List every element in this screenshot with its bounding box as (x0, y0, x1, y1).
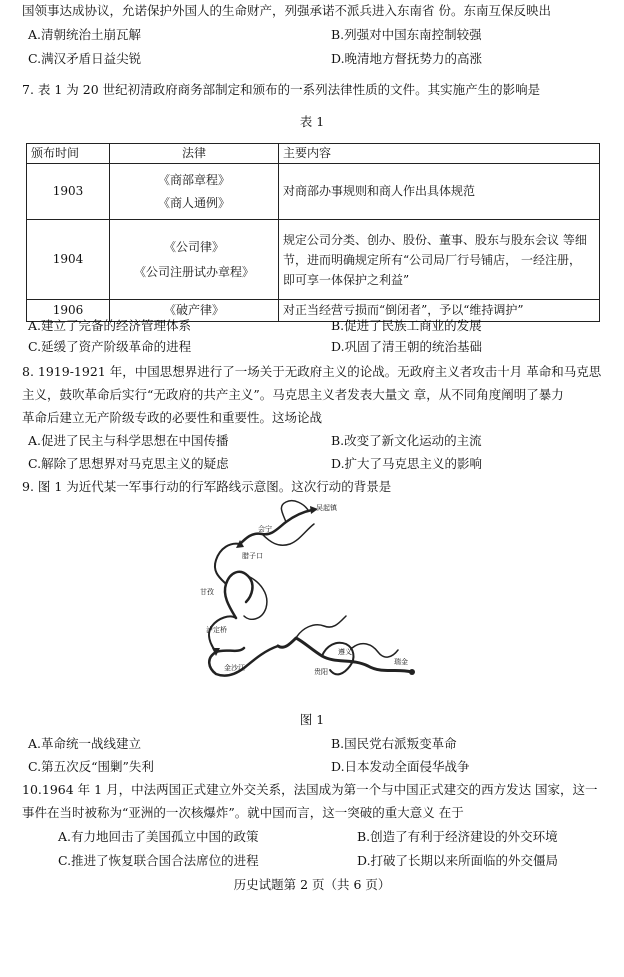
table-header-row (27, 144, 600, 164)
law-name: 《公司注册试办章程》 (133, 264, 254, 279)
header-year: 颁布时间 (27, 144, 110, 164)
q8-option-a[interactable]: A.促进了民主与科学思想在中国传播 (28, 433, 229, 448)
table-row (27, 164, 600, 220)
q10-stem-line-1: 10.1964 年 1 月，中法两国正式建立外交关系，法国成为第一个与中国正式建交的西方发达 国家，这一 (22, 782, 598, 797)
q7-option-d[interactable]: D.巩固了清王朝的统治基础 (331, 339, 483, 354)
q9-option-d[interactable]: D.日本发动全面侵华战争 (331, 759, 470, 774)
map-label-ruijin: 瑞金 (394, 658, 408, 666)
content-line: 对正当经营亏损而“倒闭者”，予以“维持调护” (283, 303, 524, 317)
q8-option-d[interactable]: D.扩大了马克思主义的影响 (331, 456, 483, 471)
q9-option-b[interactable]: B.国民党右派叛变革命 (331, 736, 457, 751)
q8-option-c[interactable]: C.解除了思想界对马克思主义的疑虑 (28, 456, 229, 471)
q10-option-b[interactable]: B.创造了有利于经济建设的外交环境 (357, 829, 558, 844)
header-law: 法律 (110, 144, 279, 164)
row-year: 1906 (27, 300, 110, 322)
route-line (225, 572, 253, 618)
content-line: 即可享一体保护之利益” (283, 272, 410, 287)
map-label-zunyi: 遵义 (338, 648, 352, 656)
q8-option-b[interactable]: B.改变了新文化运动的主流 (331, 433, 482, 448)
q7-option-a[interactable]: A.建立了完备的经济管理体系 (28, 318, 192, 333)
q6-stem-tail: 国领事达成协议，允诺保护外国人的生命财产，列强承诺不派兵进入东南省 份。东南互保反映出 (22, 3, 551, 18)
law-name: 《破产律》 (163, 303, 224, 317)
route-line (209, 616, 236, 652)
q8-stem-line-3: 革命后建立无产阶级专政的必要性和重要性。这场论战 (22, 410, 323, 425)
route-line (352, 644, 398, 657)
law-name: 《商部章程》 (157, 172, 230, 187)
row-year: 1903 (27, 164, 110, 220)
q9-option-c[interactable]: C.第五次反“围剿”失利 (28, 759, 154, 774)
q6-option-d[interactable]: D.晚清地方督抚势力的高涨 (331, 51, 483, 66)
q8-stem-line-2: 主义，鼓吹革命后实行“无政府的共产主义”。马克思主义者发表大量文 章，从不同角度阐明了暴力 (22, 387, 564, 402)
map-label-guiyang: 贵阳 (314, 668, 328, 676)
map-label-huining: 会宁 (258, 525, 272, 533)
q10-stem-line-2: 事件在当时被称为“亚洲的一次核爆炸”。就中国而言，这一突破的重大意义 在于 (22, 805, 464, 820)
q7-table-caption: 表 1 (299, 114, 325, 129)
content-line: 节，进而明确规定所有“公司局厂行号铺店， 一经注册， (283, 252, 581, 267)
map-label-ludingqiao: 泸定桥 (206, 626, 227, 634)
row-year: 1904 (27, 220, 110, 300)
q6-option-a[interactable]: A.清朝统治土崩瓦解 (28, 27, 142, 42)
q7-stem: 7. 表 1 为 20 世纪初清政府商务部制定和颁布的一系列法律性质的文件。其实施产生的影响是 (22, 82, 541, 97)
header-content: 主要内容 (279, 144, 600, 164)
row-content (279, 220, 600, 300)
q9-option-a[interactable]: A.革命统一战线建立 (28, 736, 142, 751)
q7-option-b[interactable]: B.促进了民族工商业的发展 (331, 318, 482, 333)
map-label-jinshajiang: 金沙江 (224, 664, 245, 672)
law-table (26, 143, 600, 322)
q6-option-b[interactable]: B.列强对中国东南控制较强 (331, 27, 482, 42)
map-label-wuqi: 吴起镇 (316, 504, 337, 512)
q10-option-d[interactable]: D.打破了长期以来所面临的外交僵局 (357, 853, 559, 868)
law-name: 《公司律》 (163, 239, 224, 254)
ruijin-marker (409, 669, 415, 675)
law-name: 《商人通例》 (157, 195, 230, 210)
q9-figure-caption: 图 1 (299, 712, 325, 727)
row-content (279, 164, 600, 220)
route-line (244, 576, 267, 619)
row-laws (110, 164, 279, 220)
content-line: 规定公司分类、创办、股份、董事、股东与股东会议 等细 (283, 232, 587, 247)
q10-option-a[interactable]: A.有力地回击了美国孤立中国的政策 (58, 829, 259, 844)
content-line: 对商部办事规则和商人作出具体规范 (283, 184, 476, 198)
page-footer: 历史试题第 2 页（共 6 页） (233, 877, 391, 892)
route-line (240, 510, 312, 544)
map-label-lazikou: 腊子口 (242, 552, 263, 560)
route-line (296, 616, 346, 638)
map-label-ganzi: 甘孜 (200, 588, 214, 596)
row-laws (110, 220, 279, 300)
q6-option-c[interactable]: C.满汉矛盾日益尖锐 (28, 51, 142, 66)
q10-option-c[interactable]: C.推进了恢复联合国合法席位的进程 (58, 853, 259, 868)
q8-stem-line-1: 8. 1919-1921 年，中国思想界进行了一场关于无政府主义的论战。无政府主义者攻击十月 革命和马克思 (22, 364, 602, 379)
long-march-route-map (186, 498, 436, 703)
table-row (27, 220, 600, 300)
q9-stem: 9. 图 1 为近代某一军事行动的行军路线示意图。这次行动的背景是 (22, 479, 392, 494)
q7-option-c[interactable]: C.延缓了资产阶级革命的进程 (28, 339, 192, 354)
